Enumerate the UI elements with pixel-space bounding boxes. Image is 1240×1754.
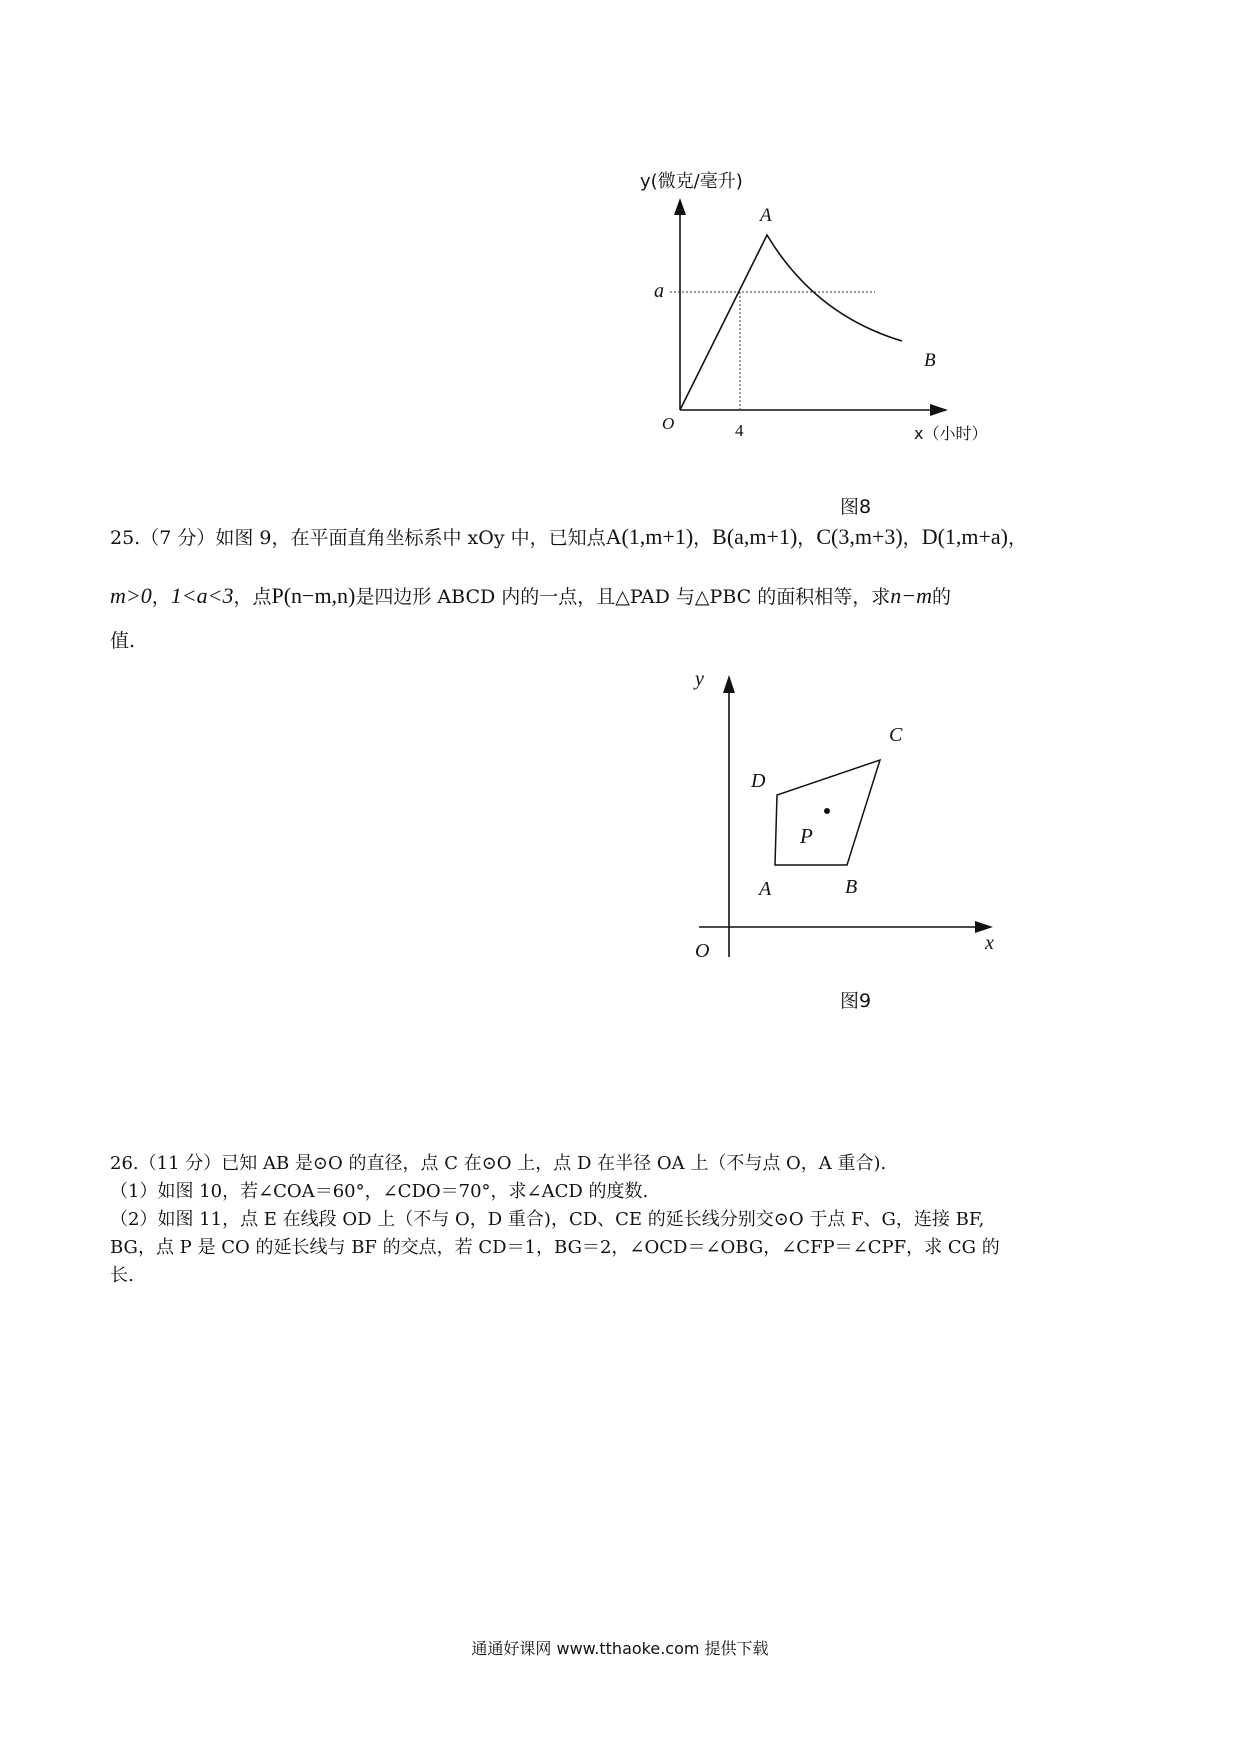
point-c-coord: C(3,m+3) bbox=[816, 524, 903, 549]
point-a-coord: A(1,m+1) bbox=[605, 524, 694, 549]
figure-9-graph bbox=[685, 665, 1015, 965]
figure-8-graph bbox=[640, 165, 1060, 455]
problem-25-line1: 25.（7 分）如图 9，在平面直角坐标系中 xOy 中，已知点A(1,m+1)，B(a,m+1)，C(3,m+3)，D(1,m+a)， bbox=[110, 524, 1028, 549]
problem-25-line3: 值. bbox=[110, 630, 136, 652]
problem-26-line1: 26.（11 分）已知 AB 是⊙O 的直径，点 C 在⊙O 上，点 D 在半径 OA 上（不与点 O，A 重合). bbox=[110, 1153, 887, 1174]
concentration-curve bbox=[680, 235, 902, 410]
problem-26-line2: （1）如图 10，若∠COA＝60°，∠CDO＝70°，求∠ACD 的度数. bbox=[110, 1181, 649, 1202]
origin-label: O bbox=[695, 940, 710, 962]
origin-label: O bbox=[662, 414, 675, 433]
figure-8-caption: 图8 bbox=[840, 496, 872, 518]
level-a-label: a bbox=[654, 280, 664, 302]
problem-25-line2: m>0，1<a<3，点P(n−m,n)是四边形 ABCD 内的一点，且△PAD 与△PBC 的面积相等，求n−m的 bbox=[110, 583, 951, 608]
problem-26-line5: 长. bbox=[110, 1265, 134, 1286]
target-expr: n−m bbox=[890, 583, 932, 608]
point-p-dot bbox=[824, 808, 830, 814]
point-b-coord: B(a,m+1) bbox=[712, 524, 798, 549]
x-axis-label: x bbox=[985, 932, 994, 954]
problem-26-line3: （2）如图 11，点 E 在线段 OD 上（不与 O，D 重合)，CD、CE 的延长线分别交⊙O 于点 F、G，连接 BF, bbox=[110, 1209, 985, 1230]
y-axis-label: y(微克/毫升) bbox=[640, 171, 743, 192]
condition-a: 1<a<3 bbox=[170, 583, 234, 608]
page-footer: 通通好课网 www.tthaoke.com 提供下载 bbox=[471, 1639, 769, 1658]
problem-intro: 如图 9，在平面直角坐标系中 xOy 中，已知点 bbox=[215, 527, 606, 549]
figure-9-caption: 图9 bbox=[840, 990, 872, 1012]
problem-score: （7 分） bbox=[140, 527, 216, 549]
point-a-label: A bbox=[760, 205, 772, 226]
condition-m: m>0 bbox=[110, 583, 152, 608]
point-p-coord: P(n−m,n) bbox=[271, 583, 356, 608]
tick-4-label: 4 bbox=[735, 421, 744, 440]
point-b-label: B bbox=[924, 350, 936, 371]
y-axis-label: y bbox=[695, 668, 704, 690]
figure-9 bbox=[685, 665, 1015, 965]
label-b: B bbox=[845, 876, 858, 898]
problem-26 bbox=[110, 1150, 1140, 1290]
label-c: C bbox=[889, 724, 903, 746]
label-p: P bbox=[800, 824, 813, 848]
label-a: A bbox=[759, 878, 772, 900]
point-d-coord: D(1,m+a) bbox=[921, 524, 1009, 549]
label-d: D bbox=[751, 770, 766, 792]
problem-number: 25. bbox=[110, 527, 141, 549]
problem-25 bbox=[110, 522, 1130, 656]
x-axis-label: x（小时） bbox=[914, 424, 988, 443]
problem-26-line4: BG，点 P 是 CO 的延长线与 BF 的交点，若 CD＝1，BG＝2，∠OCD＝∠OBG，∠CFP＝∠CPF，求 CG 的 bbox=[110, 1237, 1000, 1258]
figure-8 bbox=[640, 165, 1060, 455]
